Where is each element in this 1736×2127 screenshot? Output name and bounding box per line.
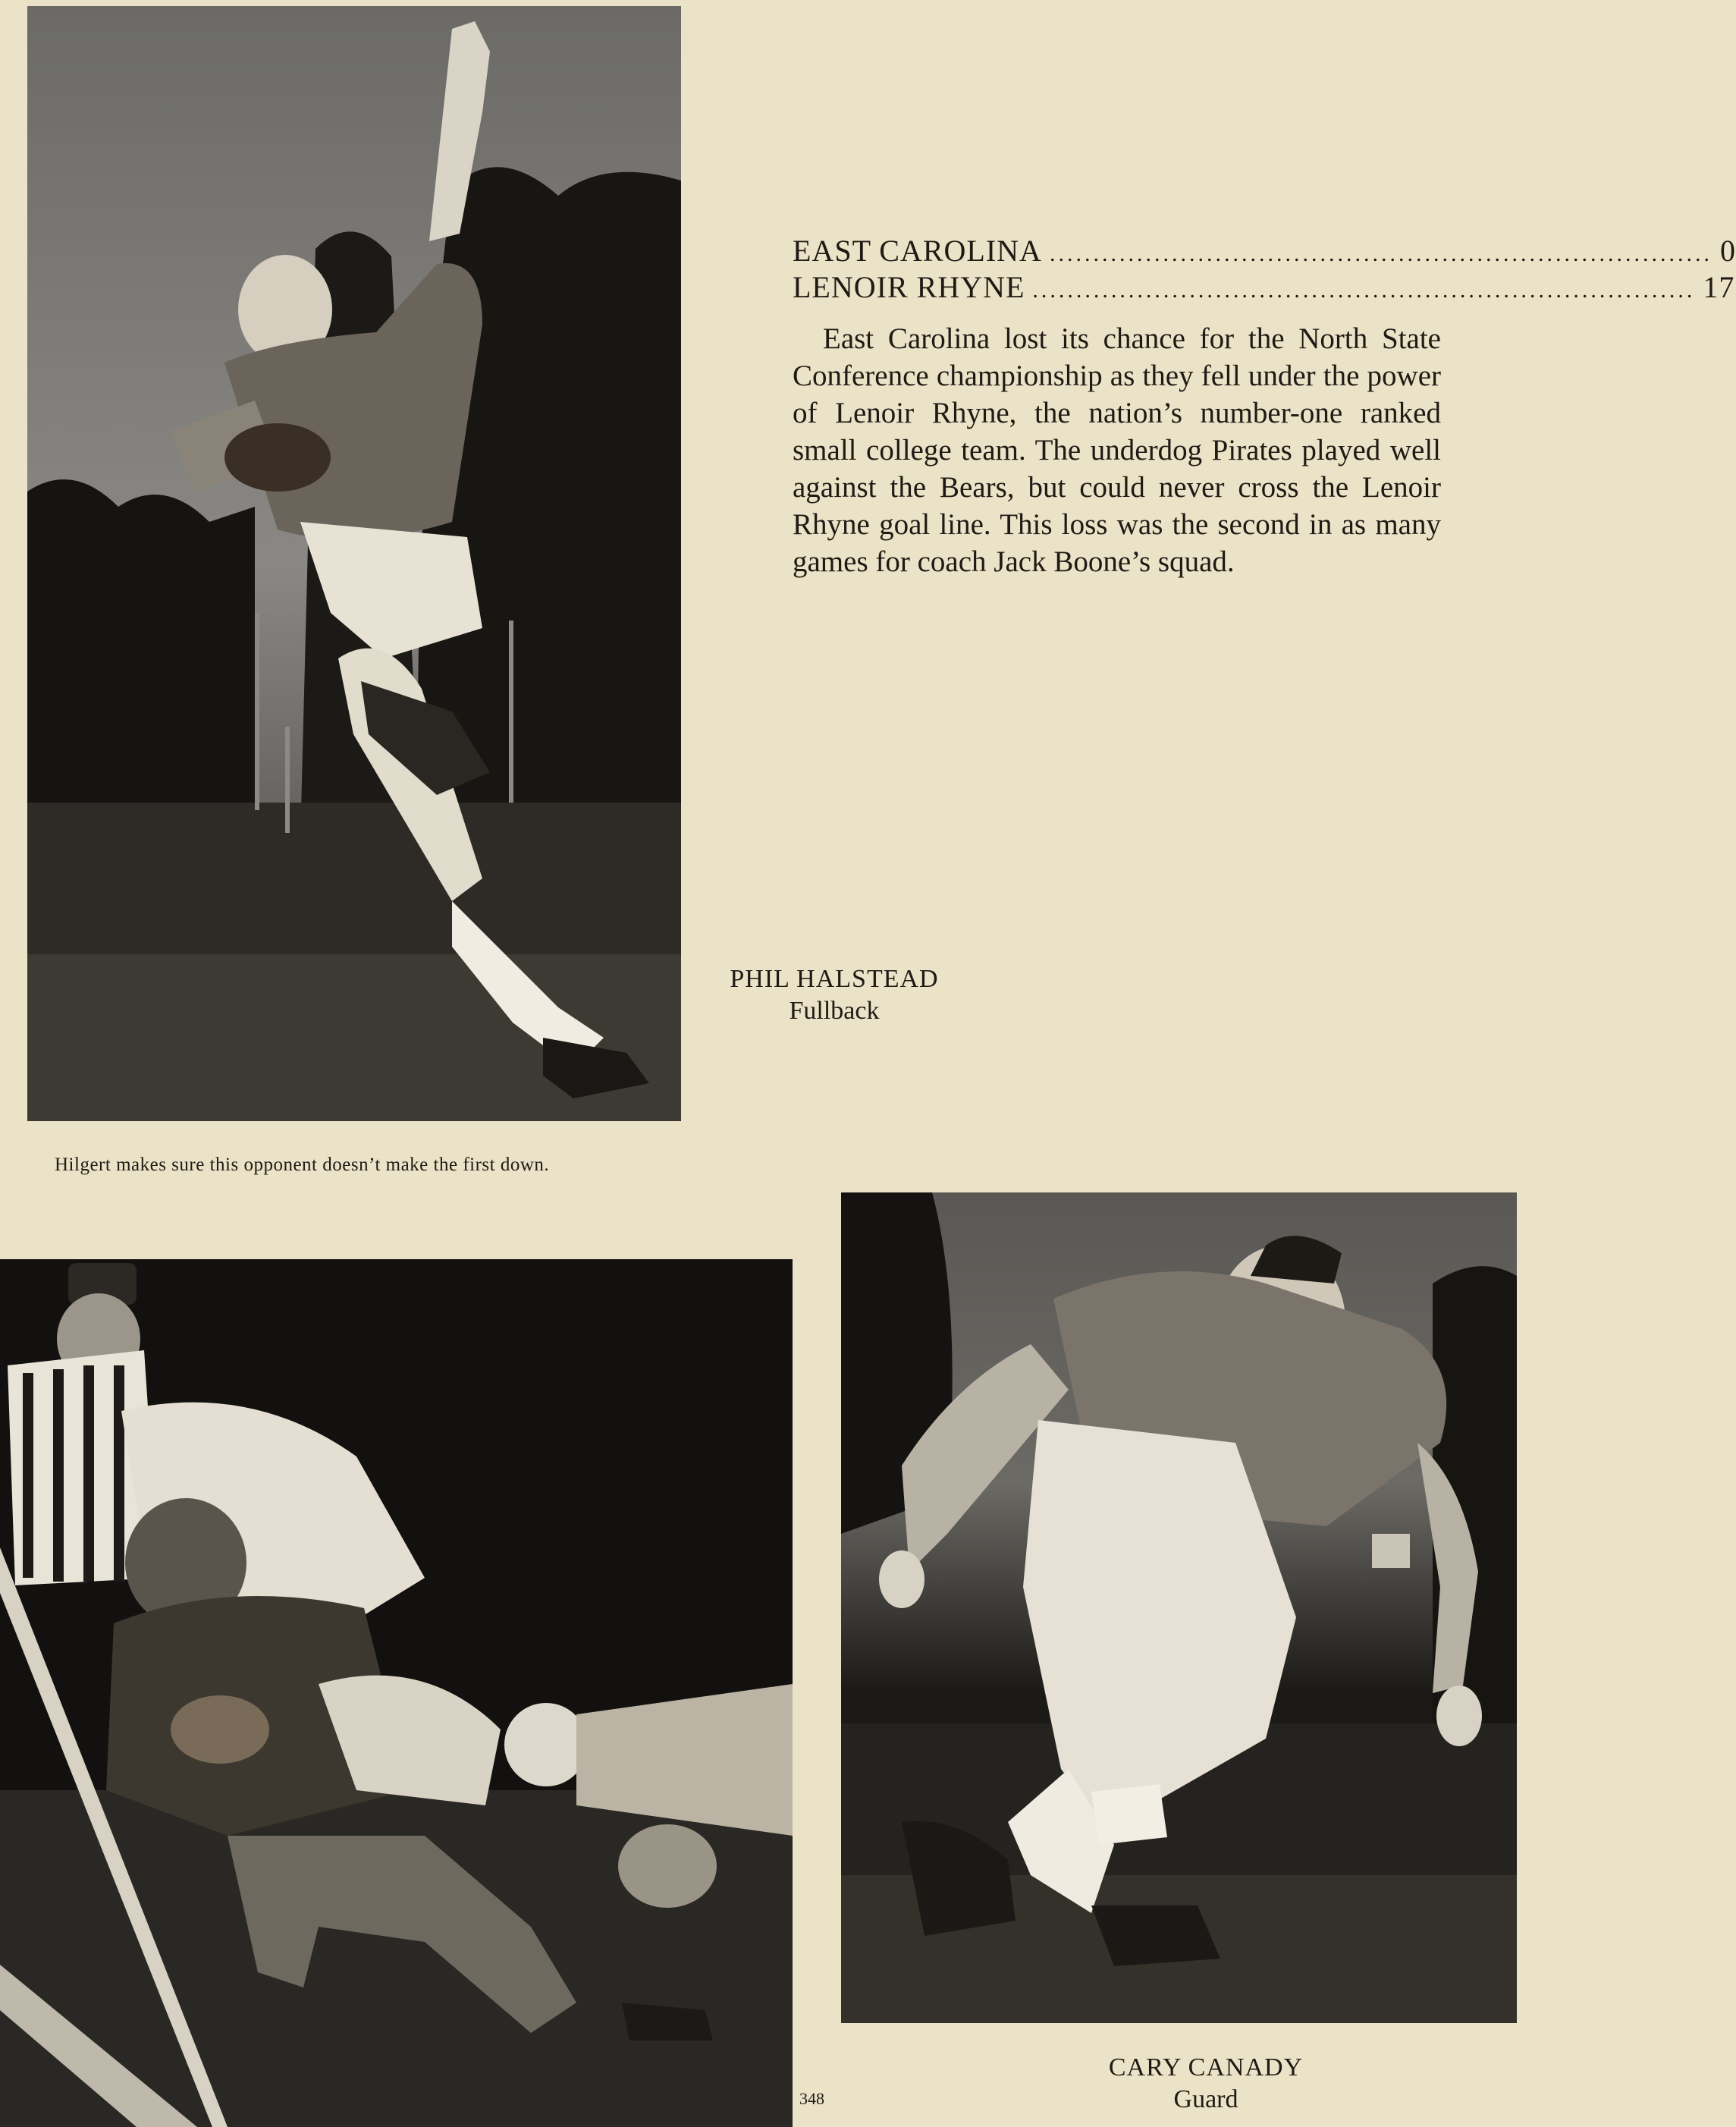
player-name: CARY CANADY — [1108, 2053, 1304, 2081]
action-photo-caption: Hilgert makes sure this opponent doesn’t make the first down. — [55, 1155, 550, 1175]
leader-dots: ............................................................................ — [1049, 241, 1712, 266]
game-story: East Carolina lost its chance for the North State Conference championship as they fell under the power of Lenoir Rhyne, the nation’s number-one ranked small college team. The underdog Pirates played well against the Bears, but could never cross the Lenoir Rhyne goal line. This loss was the second in as many games for coach Jack Boone’s squad. — [793, 322, 1441, 578]
player-name: PHIL HALSTEAD — [730, 965, 939, 993]
photo-cary-canady — [841, 1192, 1517, 2023]
team-name-home: EAST CAROLINA — [793, 234, 1042, 268]
caption-cary-canady — [1085, 2052, 1327, 2116]
halstead-photo-graphic — [27, 6, 681, 1121]
photo-tackle-action — [0, 1259, 793, 2127]
photo-phil-halstead — [27, 6, 681, 1121]
page-number: 348 — [799, 2089, 824, 2108]
score-line-lenoir-rhyne — [793, 269, 1735, 309]
caption-phil-halstead — [705, 963, 963, 1027]
score-home: 0 — [1719, 234, 1736, 268]
score-away: 17 — [1703, 270, 1735, 304]
player-position: Guard — [1173, 2085, 1238, 2113]
canady-photo-graphic — [841, 1192, 1517, 2023]
leader-dots: ............................................................................ — [1032, 278, 1696, 303]
score-line-east-carolina — [793, 233, 1736, 272]
tackle-photo-graphic — [0, 1259, 793, 2127]
team-name-away: LENOIR RHYNE — [793, 270, 1025, 304]
player-position: Fullback — [789, 997, 880, 1025]
